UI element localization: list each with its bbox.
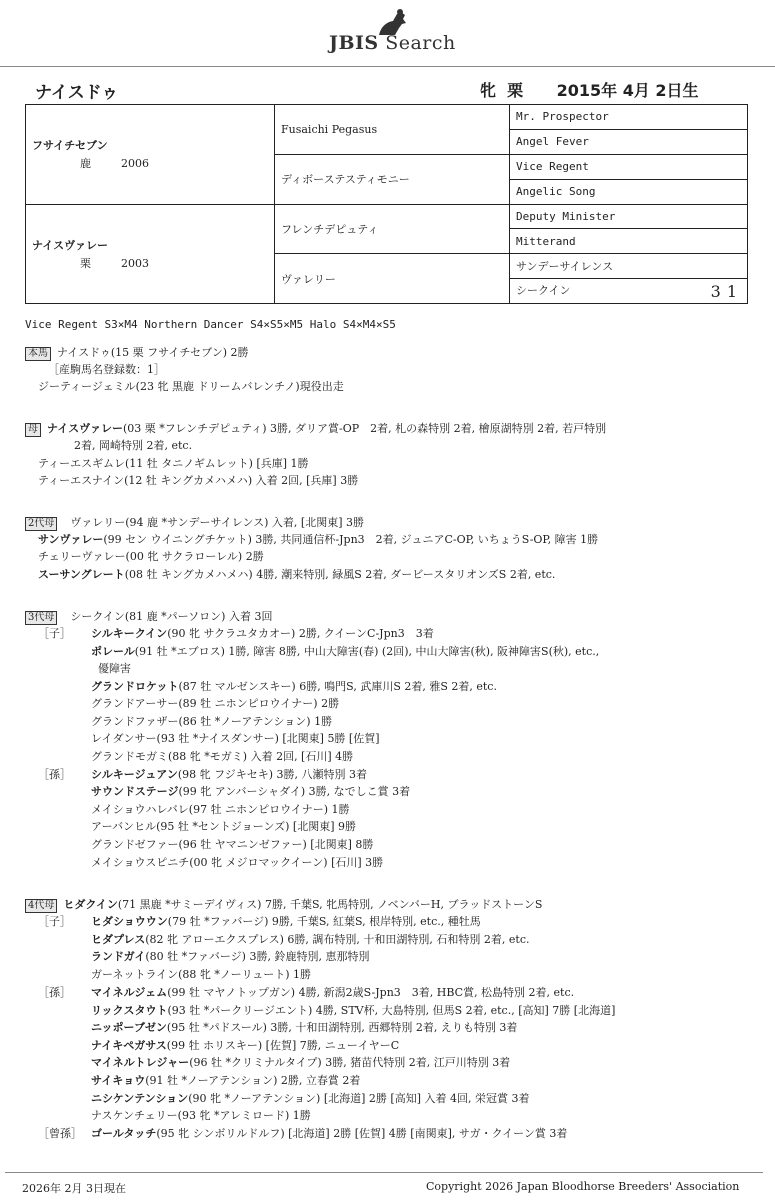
section-tag: 3代母 [25, 611, 57, 625]
label-ko: ［子］ [38, 915, 71, 928]
g3-mago-6: メイショウスピニチ(00 牝 メジロマックイーン) [石川] 3勝 [91, 856, 384, 869]
section-tag: 本馬 [25, 347, 51, 361]
label-mago: ［孫］ [38, 768, 71, 781]
g3-mago-2: サウンドステージ(99 牝 アンバーシャダイ) 3勝, なでしこ賞 3着 [91, 785, 411, 798]
section-tag: 4代母 [25, 899, 57, 913]
dam-kid: ティーエスナイン(12 牡 キングカメハメハ) 入着 2回, [兵庫] 3勝 [38, 474, 359, 487]
g4-mago-5: マイネルトレジャー(96 牡 *クリミナルタイプ) 3勝, 猪苗代特別 2着, 江戸川特別 3着 [91, 1056, 511, 1069]
section-tag: 母 [25, 423, 41, 437]
g3-1[interactable]: Mr. Prospector [510, 105, 748, 130]
g3-ko-7: グランドモガミ(88 牝 *モガミ) 入着 2回, [石川] 4勝 [91, 750, 354, 763]
honba-line: 本馬 ナイスドゥ(15 栗 フサイチセブン) 2勝 [25, 344, 248, 361]
copyright: Copyright 2026 Japan Bloodhorse Breeders' Association [426, 1180, 740, 1193]
dam-line: 母 ナイスヴァレー(03 栗 *フレンチデピュティ) 3勝, ダリア賞-OP 2着, 札の森特別 2着, 檜原湖特別 2着, 若戸特別 [25, 420, 606, 437]
g4-ko-3: ランドガイ(80 牡 *ファバージ) 3勝, 鈴鹿特別, 恵那特別 [91, 950, 370, 963]
g3-2[interactable]: Angel Fever [510, 129, 748, 154]
g3-ko-6: レイダンサー(93 牡 *ナイスダンサー) [北関東] 5勝 [佐賀] [91, 732, 380, 745]
g4-mago-2: リックスタウト(93 牡 *パークリージエント) 4勝, STV杯, 大島特別, 但馬S 2着, etc., [高知] 7勝 [北海道] [91, 1004, 616, 1017]
g3-4[interactable]: Angelic Song [510, 179, 748, 204]
footer-rule [5, 1172, 763, 1173]
g4-line: 4代母 ヒダクイン(71 黒鹿 *サミーデイヴィス) 7勝, 千葉S, 牝馬特別, ノベンバーH, ブラッドストーンS [25, 896, 542, 913]
dam-sire[interactable]: フレンチデピュティ [275, 204, 510, 254]
honba-registration: ［産駒馬名登録数：1］ [48, 363, 165, 376]
label-mago: ［孫］ [38, 986, 71, 999]
g2-kid: スーサングレート(08 牡 キングカメハメハ) 4勝, 潮来特別, 緑風S 2着, ダービースタリオンズS 2着, etc. [38, 568, 556, 581]
g3-ko-1: シルキークイン(90 牝 サクラユタカオー) 2勝, クイーンC-Jpn3 3着 [91, 627, 434, 640]
as-of-date: 2026年 2月 3日現在 [22, 1182, 126, 1195]
g3-7[interactable]: サンデーサイレンス [510, 254, 748, 279]
pedigree-table [25, 104, 748, 304]
g4-mago-3: ニッポーブゼン(95 牡 *パドスール) 3勝, 十和田湖特別, 西郷特別 2着, えりも特別 3着 [91, 1021, 518, 1034]
g2-line: 2代母 ヴァレリー(94 鹿 *サンデーサイレンス) 入着, [北関東] 3勝 [25, 514, 364, 531]
g3-mago-3: メイショウハレバレ(97 牡 ニホンピロウイナー) 1勝 [91, 803, 350, 816]
g2-kid: サンヴァレー(99 セン ウイニングチケット) 3勝, 共同通信杯-Jpn3 2着, ジュニアC-OP, いちょうS-OP, 障害 1勝 [38, 533, 599, 546]
g3-line: 3代母 シークイン(81 鹿 *パーソロン) 入着 3回 [25, 608, 272, 625]
sire-sire[interactable]: Fusaichi Pegasus [275, 105, 510, 155]
family-number: 31 [710, 281, 743, 301]
horse-profile: 牝 栗 2015年 4月 2日生 [480, 81, 699, 100]
g3-ko-2-cont: 優障害 [98, 662, 131, 675]
g4-ko-4: ガーネットライン(88 牝 *ノーリュート) 1勝 [91, 968, 312, 981]
dam-dam[interactable]: ヴァレリー [275, 254, 510, 304]
g3-mago-4: アーバンヒル(95 牡 *セントジョーンズ) [北関東] 9勝 [91, 820, 356, 833]
g4-mago-6: サイキョウ(91 牡 *ノーアテンション) 2勝, 立春賞 2着 [91, 1074, 361, 1087]
g3-ko-5: グランドファザー(86 牡 *ノーアテンション) 1勝 [91, 715, 333, 728]
g3-8: シークイン 31 [510, 279, 748, 304]
g3-3[interactable]: Vice Regent [510, 154, 748, 179]
g4-mago-8: ナスケンチェリー(93 牝 *アレミロード) 1勝 [91, 1109, 311, 1122]
section-tag: 2代母 [25, 517, 57, 531]
header-rule [0, 66, 775, 67]
sire-cell: フサイチセブン 鹿 2006 [26, 105, 275, 205]
horse-name: ナイスドゥ [35, 83, 119, 103]
dam-kid: ティーエスギムレ(11 牡 タニノギムレット) [兵庫] 1勝 [38, 457, 309, 470]
dam-name[interactable]: ナイスヴァレー [32, 238, 109, 252]
g3-mago-5: グランドゼファー(96 牡 ヤマニンゼファー) [北関東] 8勝 [91, 838, 374, 851]
label-ko: ［子］ [38, 627, 71, 640]
g3-mago-1: シルキージュアン(98 牝 フジキセキ) 3勝, 八瀬特別 3着 [91, 768, 367, 781]
g4-mago-7: ニシケンテンション(90 牝 *ノーアテンション) [北海道] 2勝 [高知] 入着 4回, 栄冠賞 3着 [91, 1092, 530, 1105]
dam-cell: ナイスヴァレー 栗 2003 [26, 204, 275, 304]
g3-ko-4: グランドアーサー(89 牡 ニホンピロウイナー) 2勝 [91, 697, 340, 710]
g3-6[interactable]: Mitterand [510, 229, 748, 254]
g4-sou-1: ゴールタッチ(95 牝 シンボリルドルフ) [北海道] 2勝 [佐賀] 4勝 [南関東], サガ・クイーン賞 3着 [91, 1127, 568, 1140]
honba-progeny: ジーティージェミル(23 牝 黒鹿 ドリームバレンチノ)現役出走 [38, 380, 344, 393]
inbreeding-line: Vice Regent S3×M4 Northern Dancer S4×S5×M5 Halo S4×M4×S5 [25, 318, 396, 331]
g2-kid: チェリーヴァレー(00 牝 サクラローレル) 2勝 [38, 550, 264, 563]
sire-dam[interactable]: ディボーステスティモニー [275, 154, 510, 204]
g4-ko-2: ヒダプレス(82 牝 アローエクスプレス) 6勝, 調布特別, 十和田湖特別, 石和特別 2着, etc. [91, 933, 530, 946]
g4-mago-1: マイネルジェム(99 牡 マヤノトップガン) 4勝, 新潟2歳S-Jpn3 3着, HBC賞, 松島特別 2着, etc. [91, 986, 575, 999]
sire-name[interactable]: フサイチセブン [32, 139, 108, 153]
g4-mago-4: ナイキペガサス(99 牡 ホリスキー) [佐賀] 7勝, ニューイヤーC [91, 1039, 400, 1052]
dam-line-cont: 2着, 岡崎特別 2着, etc. [74, 439, 193, 452]
label-sou: ［曾孫］ [38, 1127, 82, 1140]
g4-ko-1: ヒダショウウン(79 牡 *ファバージ) 9勝, 千葉S, 紅葉S, 根岸特別, etc., 種牡馬 [91, 915, 481, 928]
g3-ko-2: ポレール(91 牡 *エブロス) 1勝, 障害 8勝, 中山大障害(春) (2回), 中山大障害(秋), 阪神障害S(秋), etc., [91, 645, 600, 658]
g3-5[interactable]: Deputy Minister [510, 204, 748, 229]
g3-ko-3: グランドロケット(87 牡 マルゼンスキー) 6勝, 鳴門S, 武庫川S 2着, 雅S 2着, etc. [91, 680, 497, 693]
jbis-search-logo[interactable]: JBIS Search [329, 8, 459, 54]
